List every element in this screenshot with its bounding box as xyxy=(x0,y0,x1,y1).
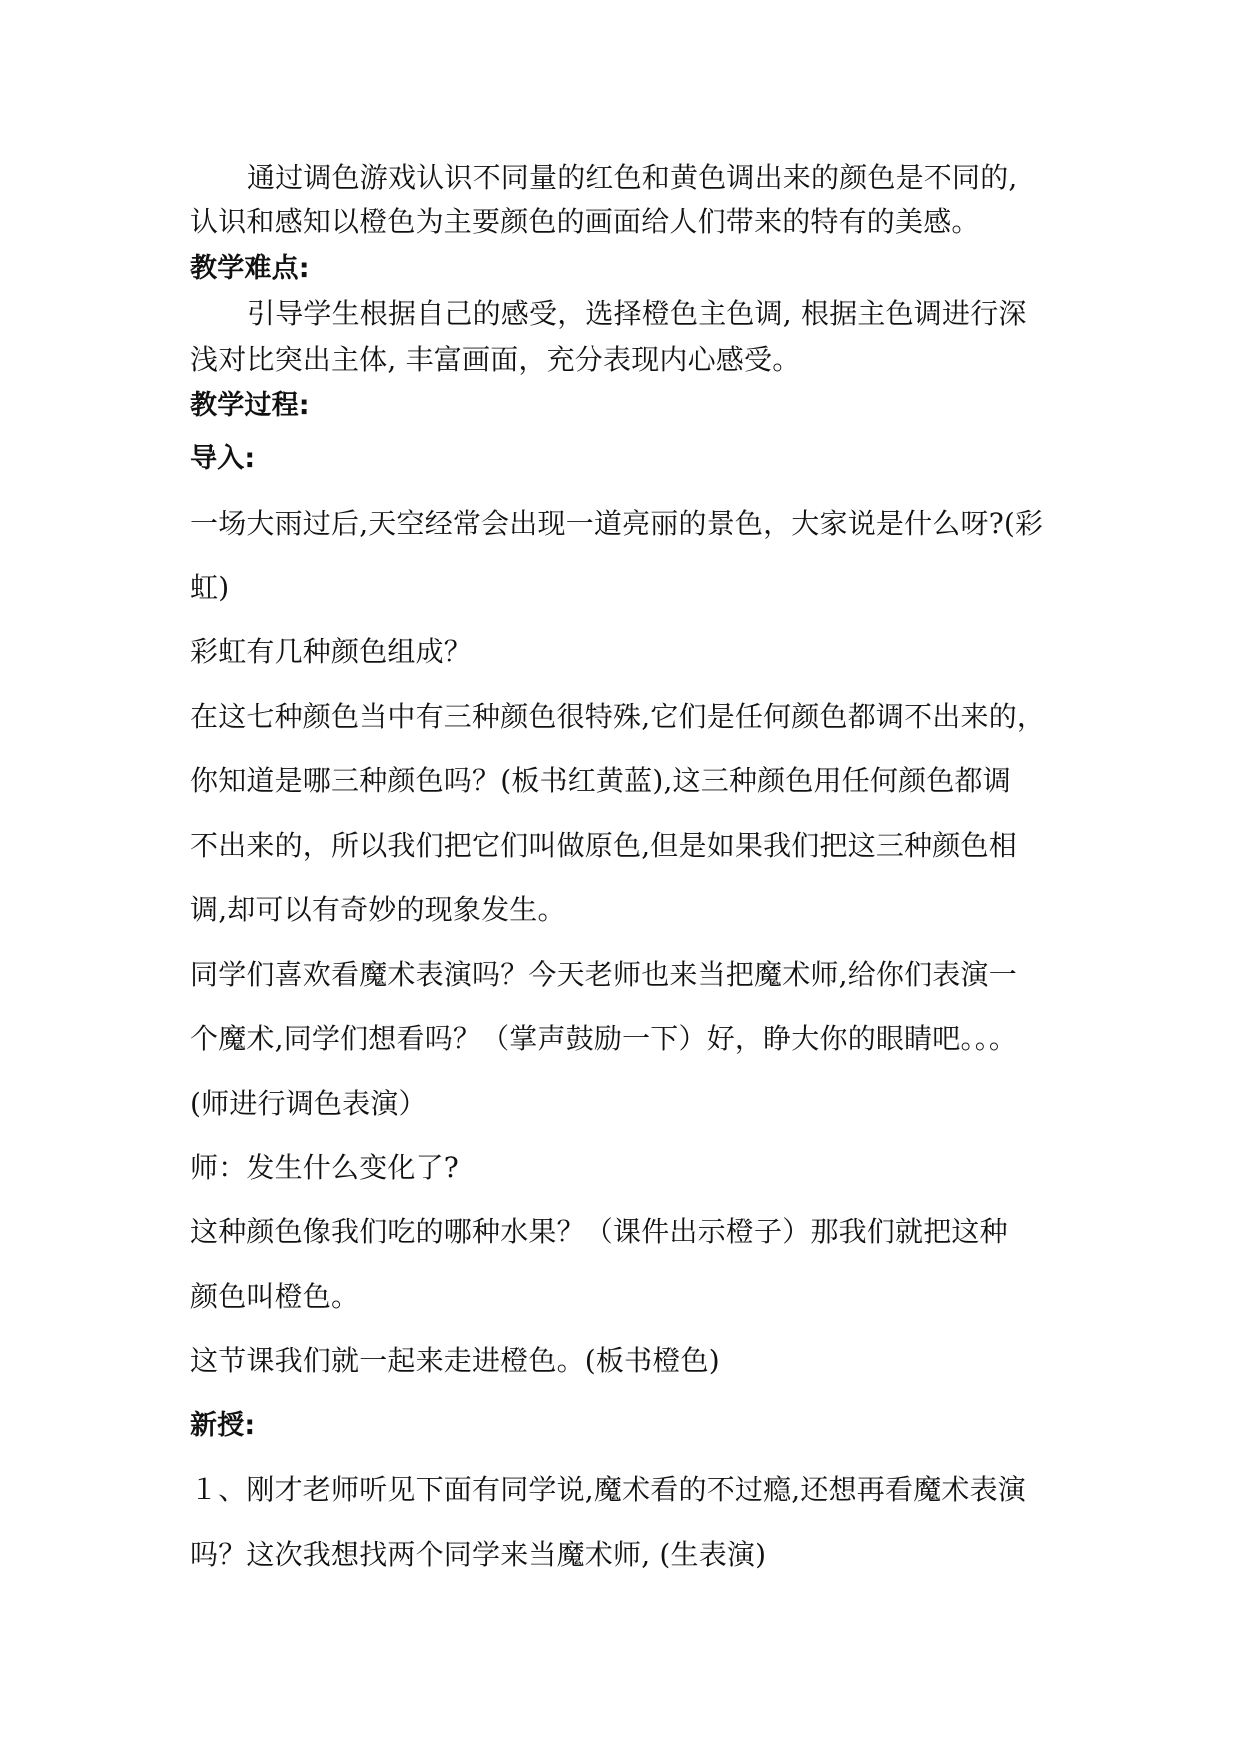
lesson-topic-line: 这节课我们就一起来走进橙色。(板书橙色) xyxy=(190,1344,720,1377)
heading-introduction: 导入: xyxy=(190,443,256,474)
new-lesson-step1-line-2: 吗？这次我想找两个同学来当魔术师, (生表演) xyxy=(190,1538,767,1571)
rainbow-question: 彩虹有几种颜色组成？ xyxy=(190,635,473,668)
teacher-question: 师：发生什么变化了? xyxy=(190,1151,460,1184)
magic-show-line-1: 同学们喜欢看魔术表演吗？今天老师也来当把魔术师,给你们表演一 xyxy=(190,958,1017,991)
heading-new-lesson: 新授: xyxy=(190,1410,256,1441)
difficulty-text-line-1: 引导学生根据自己的感受，选择橙色主色调, 根据主色调进行深 xyxy=(247,297,1027,330)
objective-text-line-2: 认识和感知以橙色为主要颜色的画面给人们带来的特有的美感。 xyxy=(190,205,980,238)
teacher-demo-note: (师进行调色表演） xyxy=(190,1087,427,1120)
difficulty-text-line-2: 浅对比突出主体, 丰富画面，充分表现内心感受。 xyxy=(190,343,801,376)
primary-colors-line-1: 在这七种颜色当中有三种颜色很特殊,它们是任何颜色都调不出来的， xyxy=(190,700,1046,733)
primary-colors-line-2: 你知道是哪三种颜色吗？(板书红黄蓝),这三种颜色用任何颜色都调 xyxy=(190,764,1011,797)
orange-fruit-line-2: 颜色叫橙色。 xyxy=(190,1280,360,1313)
intro-rain-line-2: 虹) xyxy=(190,571,230,604)
magic-show-line-2: 个魔术,同学们想看吗？（掌声鼓励一下）好，睁大你的眼睛吧。。。 xyxy=(190,1022,1018,1055)
intro-rain-line-1: 一场大雨过后,天空经常会出现一道亮丽的景色，大家说是什么呀?(彩 xyxy=(190,507,1044,540)
orange-fruit-line-1: 这种颜色像我们吃的哪种水果？（课件出示橙子）那我们就把这种 xyxy=(190,1215,1008,1248)
heading-teaching-difficulty: 教学难点: xyxy=(190,253,310,284)
new-lesson-step1-line-1: １、刚才老师听见下面有同学说,魔术看的不过瘾,还想再看魔术表演 xyxy=(190,1473,1027,1506)
heading-teaching-process: 教学过程: xyxy=(190,390,310,421)
primary-colors-line-4: 调,却可以有奇妙的现象发生。 xyxy=(190,893,566,926)
objective-text-line-1: 通过调色游戏认识不同量的红色和黄色调出来的颜色是不同的, xyxy=(247,161,1018,194)
primary-colors-line-3: 不出来的，所以我们把它们叫做原色,但是如果我们把这三种颜色相 xyxy=(190,829,1017,862)
